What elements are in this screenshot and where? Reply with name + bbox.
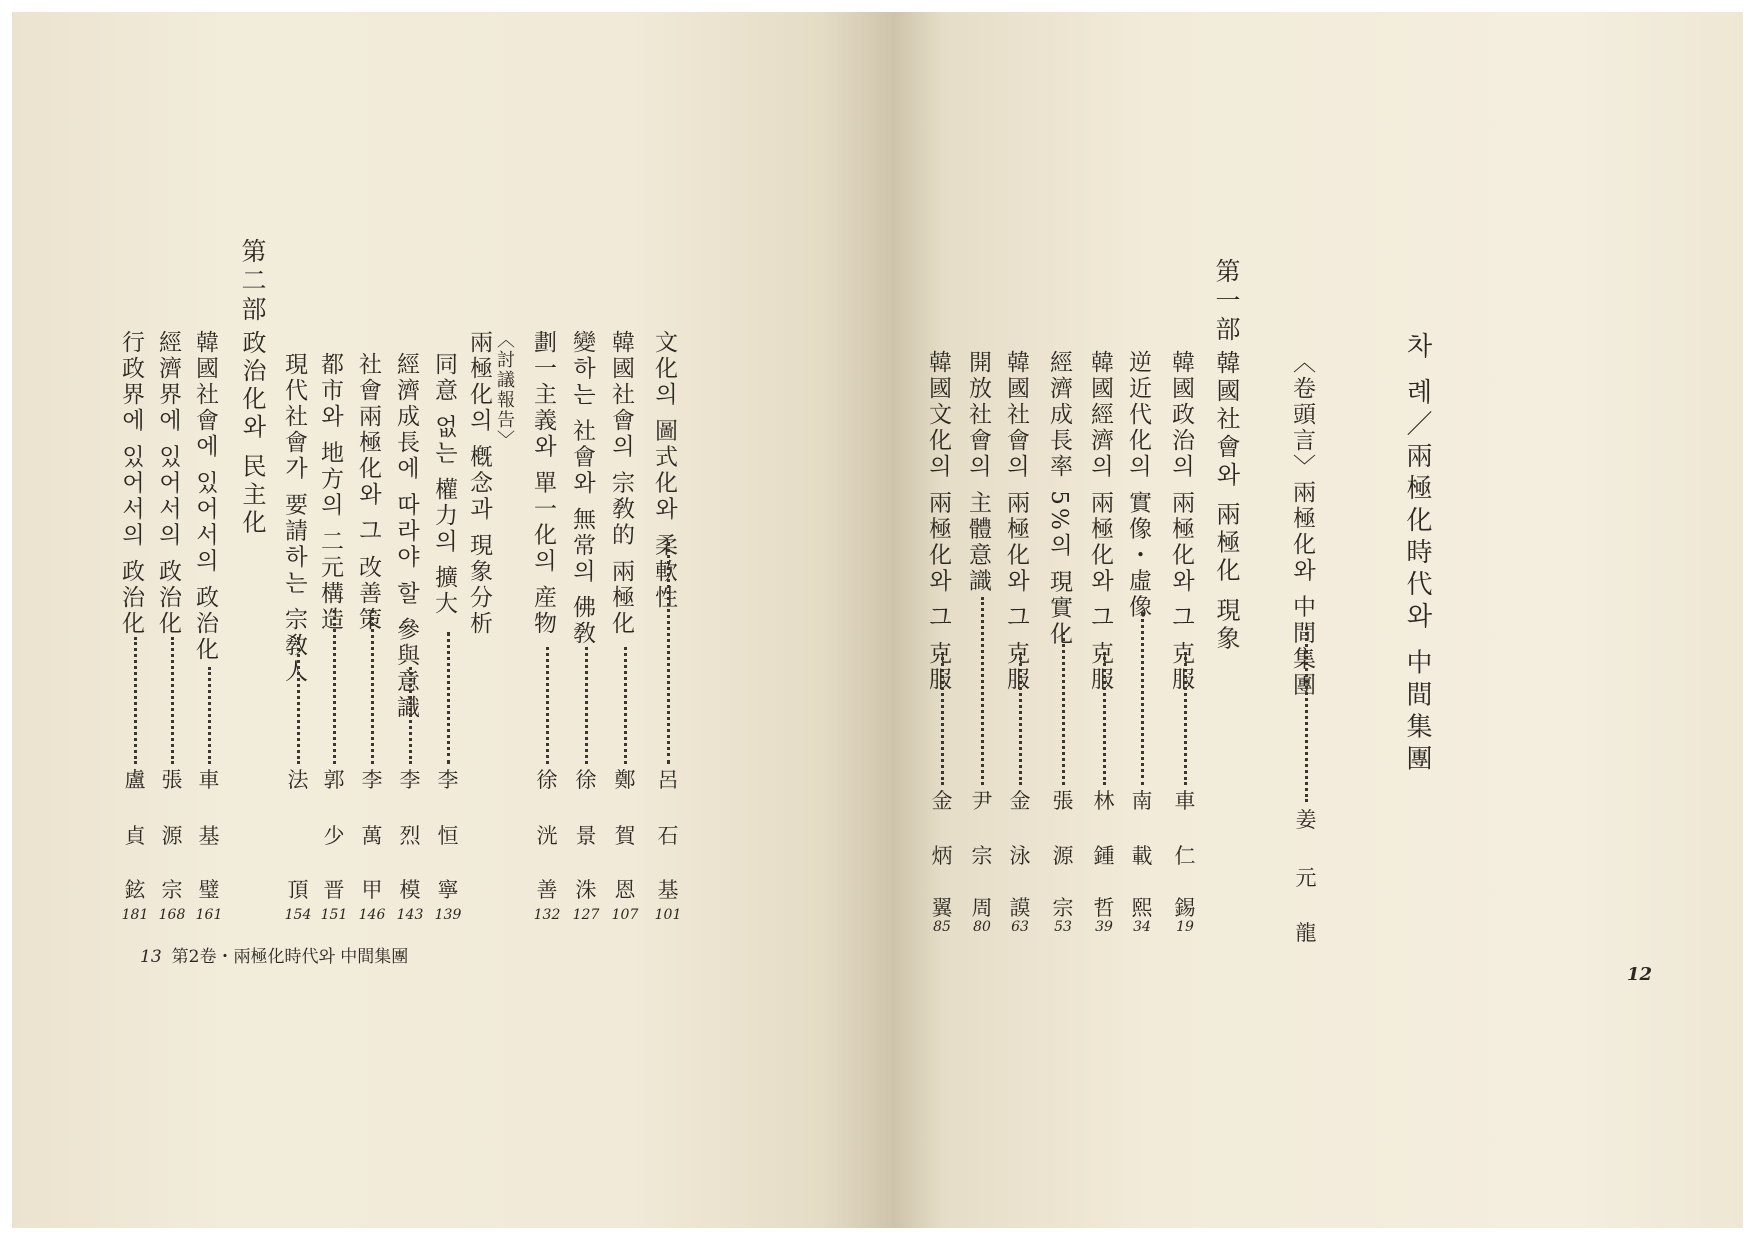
author-char: 洙	[575, 878, 597, 902]
author-char: 郭	[323, 768, 345, 792]
footer-page-number: 13	[140, 947, 162, 967]
page-ref: 143	[396, 907, 424, 923]
leader-dots	[585, 647, 588, 764]
toc-entry-title: 社會兩極化와 그 改善策	[355, 352, 381, 633]
author-char: 張	[1052, 789, 1074, 813]
author-char: 呂	[657, 768, 679, 792]
author-char: 謨	[1009, 896, 1031, 920]
page-ref: 53	[1054, 919, 1072, 935]
page-ref: 161	[195, 907, 223, 923]
author-char: 甲	[361, 878, 383, 902]
author-char: 載	[1131, 844, 1153, 868]
author-char: 烈	[399, 824, 421, 848]
part2-label: 第二部	[238, 238, 267, 325]
page-ref: 127	[572, 907, 600, 923]
author-char: 龍	[1295, 921, 1317, 945]
footer-title: 第2卷・兩極化時代와 中間集團	[171, 947, 409, 967]
toc-entry-title: 逆近代化의 實像・虛像	[1125, 350, 1151, 621]
author-char: 源	[161, 824, 183, 848]
page-number: 12	[1627, 964, 1653, 985]
toc-entry-title: 經濟界에 있어서의 政治化	[155, 330, 181, 637]
toc-entry-title: 韓國社會의 兩極化와 그 克服	[1003, 350, 1029, 693]
author-char: 洸	[536, 824, 558, 848]
toc-entry-title: 劃一主義와 單一化의 産物	[530, 330, 556, 637]
author-char: 宗	[1052, 896, 1074, 920]
author-char: 周	[971, 896, 993, 920]
leader-dots	[624, 647, 627, 764]
right-page	[892, 12, 1743, 1228]
author-char: 寧	[437, 878, 459, 902]
page-ref: 39	[1095, 919, 1113, 935]
leader-dots	[1019, 652, 1022, 785]
part1-title: 韓國社會와 兩極化 現象	[1212, 350, 1240, 654]
page-ref: 168	[158, 907, 186, 923]
author-char: 賀	[614, 824, 636, 848]
leader-dots	[447, 632, 450, 764]
toc-entry-title: 同意 없는 權力의 擴大	[431, 352, 457, 617]
author-char: 鉉	[124, 878, 146, 902]
leader-dots	[409, 667, 412, 764]
leader-dots	[981, 597, 984, 785]
author-char: 南	[1131, 789, 1153, 813]
author-char: 景	[575, 824, 597, 848]
page-ref: 181	[121, 907, 149, 923]
author-char: 法	[287, 768, 309, 792]
debate-title: 兩極化의 槪念과 現象分析	[466, 330, 492, 637]
page-ref: 63	[1011, 919, 1029, 935]
page-ref: 154	[284, 907, 312, 923]
toc-entry-title: 現代社會가 要請하는 宗敎人	[281, 352, 307, 685]
author-char: 李	[361, 768, 383, 792]
page-ref: 146	[358, 907, 386, 923]
toc-entry-title: 經濟成長에 따라야 할 參與意識	[393, 352, 419, 721]
leader-dots	[667, 542, 670, 764]
author-char: 仁	[1174, 844, 1196, 868]
toc-entry-title: 開放社會의 主體意識	[965, 350, 991, 595]
toc-entry-title: 韓國經濟의 兩極化와 그 克服	[1087, 350, 1113, 693]
toc-entry-title: 都市와 地方의 二元構造	[317, 352, 343, 633]
leader-dots	[333, 610, 336, 764]
leader-dots	[134, 637, 137, 764]
author-char: 金	[931, 789, 953, 813]
leader-dots	[371, 610, 374, 764]
author-char: 李	[399, 768, 421, 792]
toc-entry-title: 文化의 圖式化와 柔軟性	[651, 330, 677, 611]
author-char: 貞	[124, 824, 146, 848]
page-ref: 80	[973, 919, 991, 935]
author-char: 萬	[361, 824, 383, 848]
author-char: 哲	[1093, 896, 1115, 920]
author-char: 徐	[536, 768, 558, 792]
author-char: 璧	[198, 878, 220, 902]
author-char: 姜	[1295, 808, 1317, 832]
leader-dots	[546, 647, 549, 764]
leader-dots	[1062, 632, 1065, 785]
author-char: 石	[657, 824, 679, 848]
toc-entry-title: 韓國社會의 宗敎的 兩極化	[608, 330, 634, 637]
author-char: 尹	[971, 789, 993, 813]
author-char: 恩	[614, 878, 636, 902]
author-char: 晋	[323, 878, 345, 902]
book-spread	[12, 12, 1743, 1228]
author-char: 鄭	[614, 768, 636, 792]
leader-dots	[1184, 652, 1187, 785]
page-ref: 34	[1133, 919, 1151, 935]
toc-entry-title: 經濟成長率 5%의 現實化	[1046, 350, 1072, 648]
leader-dots	[297, 637, 300, 764]
part2-title: 政治化와 民主化	[238, 330, 266, 538]
toc-entry-title: 韓國社會에 있어서의 政治化	[192, 330, 218, 663]
debate-label: 〈討議報告〉	[494, 330, 515, 450]
author-char: 盧	[124, 768, 146, 792]
page-ref: 151	[320, 907, 348, 923]
author-char: 金	[1009, 789, 1031, 813]
leader-dots	[1141, 612, 1144, 785]
running-footer	[140, 942, 408, 967]
author-char: 恒	[437, 824, 459, 848]
toc-title: 차 례／兩極化時代와 中間集團	[1402, 332, 1432, 777]
page-ref: 132	[533, 907, 561, 923]
leader-dots	[941, 652, 944, 785]
author-char: 車	[1174, 789, 1196, 813]
page-ref: 139	[434, 907, 462, 923]
author-char: 模	[399, 878, 421, 902]
author-char: 宗	[971, 844, 993, 868]
page-ref: 101	[654, 907, 682, 923]
author-char: 張	[161, 768, 183, 792]
author-char: 源	[1052, 844, 1074, 868]
author-char: 鍾	[1093, 844, 1115, 868]
page-ref: 85	[933, 919, 951, 935]
author-char: 李	[437, 768, 459, 792]
author-char: 頂	[287, 878, 309, 902]
author-char: 翼	[931, 896, 953, 920]
leader-dots	[1103, 652, 1106, 785]
leader-dots	[1305, 627, 1308, 802]
toc-entry-title: 行政界에 있어서의 政治化	[118, 330, 144, 637]
author-char: 善	[536, 878, 558, 902]
author-char: 基	[657, 878, 679, 902]
leader-dots	[171, 637, 174, 764]
page-ref: 107	[611, 907, 639, 923]
leader-dots	[208, 667, 211, 764]
page-ref: 19	[1176, 919, 1194, 935]
author-char: 錫	[1174, 896, 1196, 920]
toc-entry-title: 變하는 社會와 無常의 佛敎	[569, 330, 595, 647]
author-char: 徐	[575, 768, 597, 792]
author-char: 林	[1093, 789, 1115, 813]
author-char: 泳	[1009, 844, 1031, 868]
author-char: 少	[323, 824, 345, 848]
preface-title: 〈卷頭言〉兩極化와 中間集團	[1289, 350, 1315, 699]
part1-label: 第一部	[1212, 258, 1241, 345]
author-char: 炳	[931, 844, 953, 868]
author-char: 車	[198, 768, 220, 792]
author-char: 基	[198, 824, 220, 848]
toc-entry-title: 韓國文化의 兩極化와 그 克服	[925, 350, 951, 693]
left-page	[12, 12, 892, 1228]
author-char: 熙	[1131, 896, 1153, 920]
toc-entry-title: 韓國政治의 兩極化와 그 克服	[1168, 350, 1194, 693]
author-char: 元	[1295, 866, 1317, 890]
author-char: 宗	[161, 878, 183, 902]
